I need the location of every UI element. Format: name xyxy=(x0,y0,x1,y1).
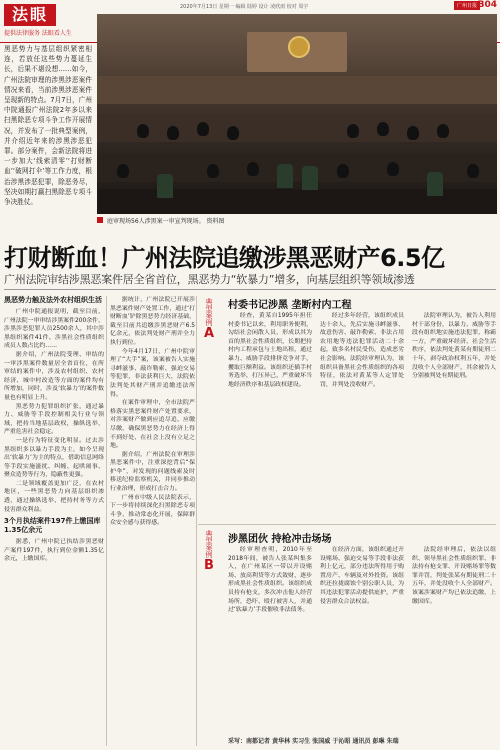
case-column xyxy=(228,546,312,615)
person xyxy=(347,124,359,138)
person xyxy=(117,164,129,178)
person xyxy=(227,126,239,140)
paragraph: 据统计，广州法院已开展涉黑恶案件财产处置工作，通过‘打财断血’铲除黑恶势力经济基础，截至目前共追缴涉黑恶财产6.5亿余元，依法判处财产刑并全力执行到位。 xyxy=(110,297,195,346)
paragraph: 在经济方面，该组织通过开设赌场、强迫交易等手段非法获利上亿元，部分违法所得用于购置房产、车辆及对外投资。该组织还拉拢腐蚀个别公职人员，为其违法犯罪活动提供庇护，严重侵害群众合法权益。 xyxy=(320,547,404,605)
paragraph: 据悉，广州中院已执结涉黑恶财产案件197件，执行到位金额1.35亿余元，上缴国库。 xyxy=(4,539,104,563)
case-b-body xyxy=(228,546,496,732)
paragraph: 广州中院通报说明，截至目前，广州法院一审审结涉黑案件200余件，涉黑涉恶犯罪人员2500余人，其中涉黑组织案件41件、涉黑社会性质组织成员人数占比约…… xyxy=(4,309,104,350)
national-emblem-icon xyxy=(288,36,310,58)
case-letter: A xyxy=(203,326,215,341)
column-subtitle: 3个月执结案件197件上缴国库1.35亿余元 xyxy=(4,517,101,535)
case-b-label xyxy=(198,530,220,574)
paper-badge: 广州日报 xyxy=(454,1,480,10)
officer xyxy=(277,164,293,188)
paragraph: 广州市中级人民法院表示，下一步将持续深化扫黑除恶专项斗争，推动常态化开展，保障群众安全感与获得感。 xyxy=(110,494,195,527)
case-column xyxy=(412,312,496,381)
headline: 打财断血！广州法院追缴涉黑恶财产6.5亿 xyxy=(4,244,445,272)
paragraph: 二是领域覆盖更加广泛，在农村地区，一些黑恶势力向基层组织渗透，通过操纵选举、把持村务等方式侵害群众利益。 xyxy=(4,480,104,513)
column-body xyxy=(4,538,104,564)
person xyxy=(377,122,389,136)
byline: 采写：南都记者 黄华林 实习生 张国威 于沁昭 通讯员 彭琳 朱瑞 xyxy=(228,738,399,745)
officer xyxy=(302,166,318,190)
paragraph: 法院审理认为，被告人利用村干部身份，以暴力、威胁等手段有组织地实施违法犯罪，称霸一方，严重破坏经济、社会生活秩序，依法判处黄某有期徒刑二十年，剥夺政治权利五年，并处没收个人全部财产，其余被告人分别被判处有期徒刑。 xyxy=(412,313,496,380)
divider xyxy=(4,289,496,290)
officer xyxy=(157,174,173,198)
column-body xyxy=(4,308,104,514)
section-logo: 法眼 xyxy=(4,4,56,26)
person xyxy=(437,124,449,138)
bench-row xyxy=(97,76,497,104)
person xyxy=(407,126,419,140)
officer xyxy=(427,172,443,196)
case-a-label xyxy=(198,298,220,342)
paragraph: 据介绍，广州法院受理、审结的一审涉黑案件数量居全省首位，在所审结的案件中，涉及农村组织、农村经济、城中村改造等方面的案件均有所增加，同时，涉及‘软暴力’的案件数量也有明显上升。 xyxy=(4,351,104,401)
middle-column xyxy=(110,296,195,746)
paragraph: 黑恶势力犯罪组织扩张，通过暴力、威胁等手段控制相关行业与领域，把持当地基层政权，操纵选举，严重危害社会稳定。 xyxy=(4,403,104,436)
lead-paragraph: 黑恶势力与基层组织紧密相连，若放任这些势力蔓延生长，后果不堪设想……如今，广州法院审理的涉黑涉恶案件情况来看，当前涉黑涉恶案件呈现新的特点。7月7日，广州中院通报广州法院2年多以来扫黑除恶专项斗争工作开展情况，并发布了一批典型案例，并介绍近年来的涉黑涉恶犯罪。部分案件，会新法院将进一步加大‘线索清零’‘打财断血’‘破网打伞’等工作力度，根治涉黑涉恶犯罪，除恶务尽，坚决如期打赢扫黑除恶专项斗争决胜仗。 xyxy=(4,45,92,207)
paragraph: 一是行为特征变化明显。过去涉黑组织多以暴力手段为主，如今呈现出‘软暴力’为主的特点，借助信息网络等手段实施滋扰、纠缠、起哄闹事、聚众造势等行为，隐蔽性更强。 xyxy=(4,437,104,479)
case-letter: B xyxy=(204,558,214,573)
paragraph: 在案件审理中，全市法院严格落实黑恶案件财产处置要求，对涉案财产做到应追尽追、应缴尽缴，确保黑恶势力在经济上得不到好处、在社会上没有立足之地。 xyxy=(110,400,195,450)
person xyxy=(247,162,259,176)
paragraph: 经过多年经营，该组织成员达十余人，先后实施寻衅滋事、故意伤害、敲诈勒索、非法占用农用地等违法犯罪活动二十余起，致多名村民受伤，造成恶劣社会影响。法院经审理认为，该组织具备黑社会性质组织的各项特征，依法对黄某等人定罪处罚，并判处没收财产。 xyxy=(320,313,404,388)
caption-text: 庭审现场56人涉黑案一审宣判现场。 资料图 xyxy=(107,218,225,225)
section-divider xyxy=(198,524,496,525)
person xyxy=(197,122,209,136)
case-a-title: 村委书记涉黑 垄断村内工程 xyxy=(228,300,352,311)
case-column xyxy=(228,312,312,389)
courtroom-photo xyxy=(97,14,497,214)
case-label-text: 典型案例 xyxy=(205,298,213,326)
case-b-title: 涉黑团伙 持枪冲击场场 xyxy=(228,534,332,545)
column-divider xyxy=(106,296,107,746)
issue-meta: 2020年7月13日 星期一 编辑 陆婷 设计 凌欣雨 校对 周宇 xyxy=(180,4,309,10)
person xyxy=(467,164,479,178)
paragraph: 经审理查明，2010年至2018年间，被告人张某纠集多人，在广州某区一带以开设赌场、放高利贷等方式敛财，逐步形成黑社会性质组织。该组织成员持有枪支，多次冲击他人经营场所，恐吓、殴打被害人，并通过‘软暴力’手段催收非法债务。 xyxy=(228,547,312,614)
case-a-body xyxy=(228,312,496,512)
person xyxy=(167,126,179,140)
subheadline: 广州法院审结涉黑恶案件居全省首位，黑恶势力“软暴力”增多，向基层组织等领域渗透 xyxy=(4,273,415,286)
person xyxy=(387,162,399,176)
page-number: B04 xyxy=(477,0,497,10)
caption-marker xyxy=(97,217,103,223)
photo-caption xyxy=(97,214,497,226)
paragraph: 经查，黄某自1995年担任村委书记以来，利用职务便利，勾结社会闲散人员，形成以其为首的黑社会性质组织，长期把持村内工程承包与土地出租，通过暴力、威胁手段排挤竞争对手，攫取巨额利益。该组织还插手村务选举，打压异己，严重破坏当地经济秩序和基层政权建设。 xyxy=(228,313,312,388)
case-label-text: 典型案例 xyxy=(205,530,213,558)
case-column xyxy=(412,546,496,606)
paragraph: 法院经审理后，依法以组织、领导黑社会性质组织罪、非法持有枪支罪、开设赌场罪等数罪并罚，判处张某有期徒刑二十五年，并处没收个人全部财产。该案涉案财产均已依法追缴，上缴国库。 xyxy=(412,547,496,605)
case-column xyxy=(320,546,404,606)
column-divider xyxy=(196,296,197,746)
paragraph: 今年4月17日，广州中院审理了“大手”案，该案被告人实施寻衅滋事、敲诈勒索、强迫交易等犯罪，非法获利巨大，法院依法判处其财产刑并追缴违法所得。 xyxy=(110,348,195,398)
case-column xyxy=(320,312,404,389)
person xyxy=(137,124,149,138)
left-column xyxy=(4,296,104,746)
paragraph: 据介绍，广州法院在审理涉黑恶案件中，注重深挖背后“保护伞”，对发现的问题线索及时移送纪检监察机关，并同步推动行业治理，形成打击合力。 xyxy=(110,451,195,493)
person xyxy=(207,164,219,178)
section-slogan: 提供法律服务 法眼看人生 xyxy=(4,30,72,37)
person xyxy=(337,164,349,178)
column-subtitle: 黑恶势力触及法外农村组织生活 xyxy=(4,296,102,304)
